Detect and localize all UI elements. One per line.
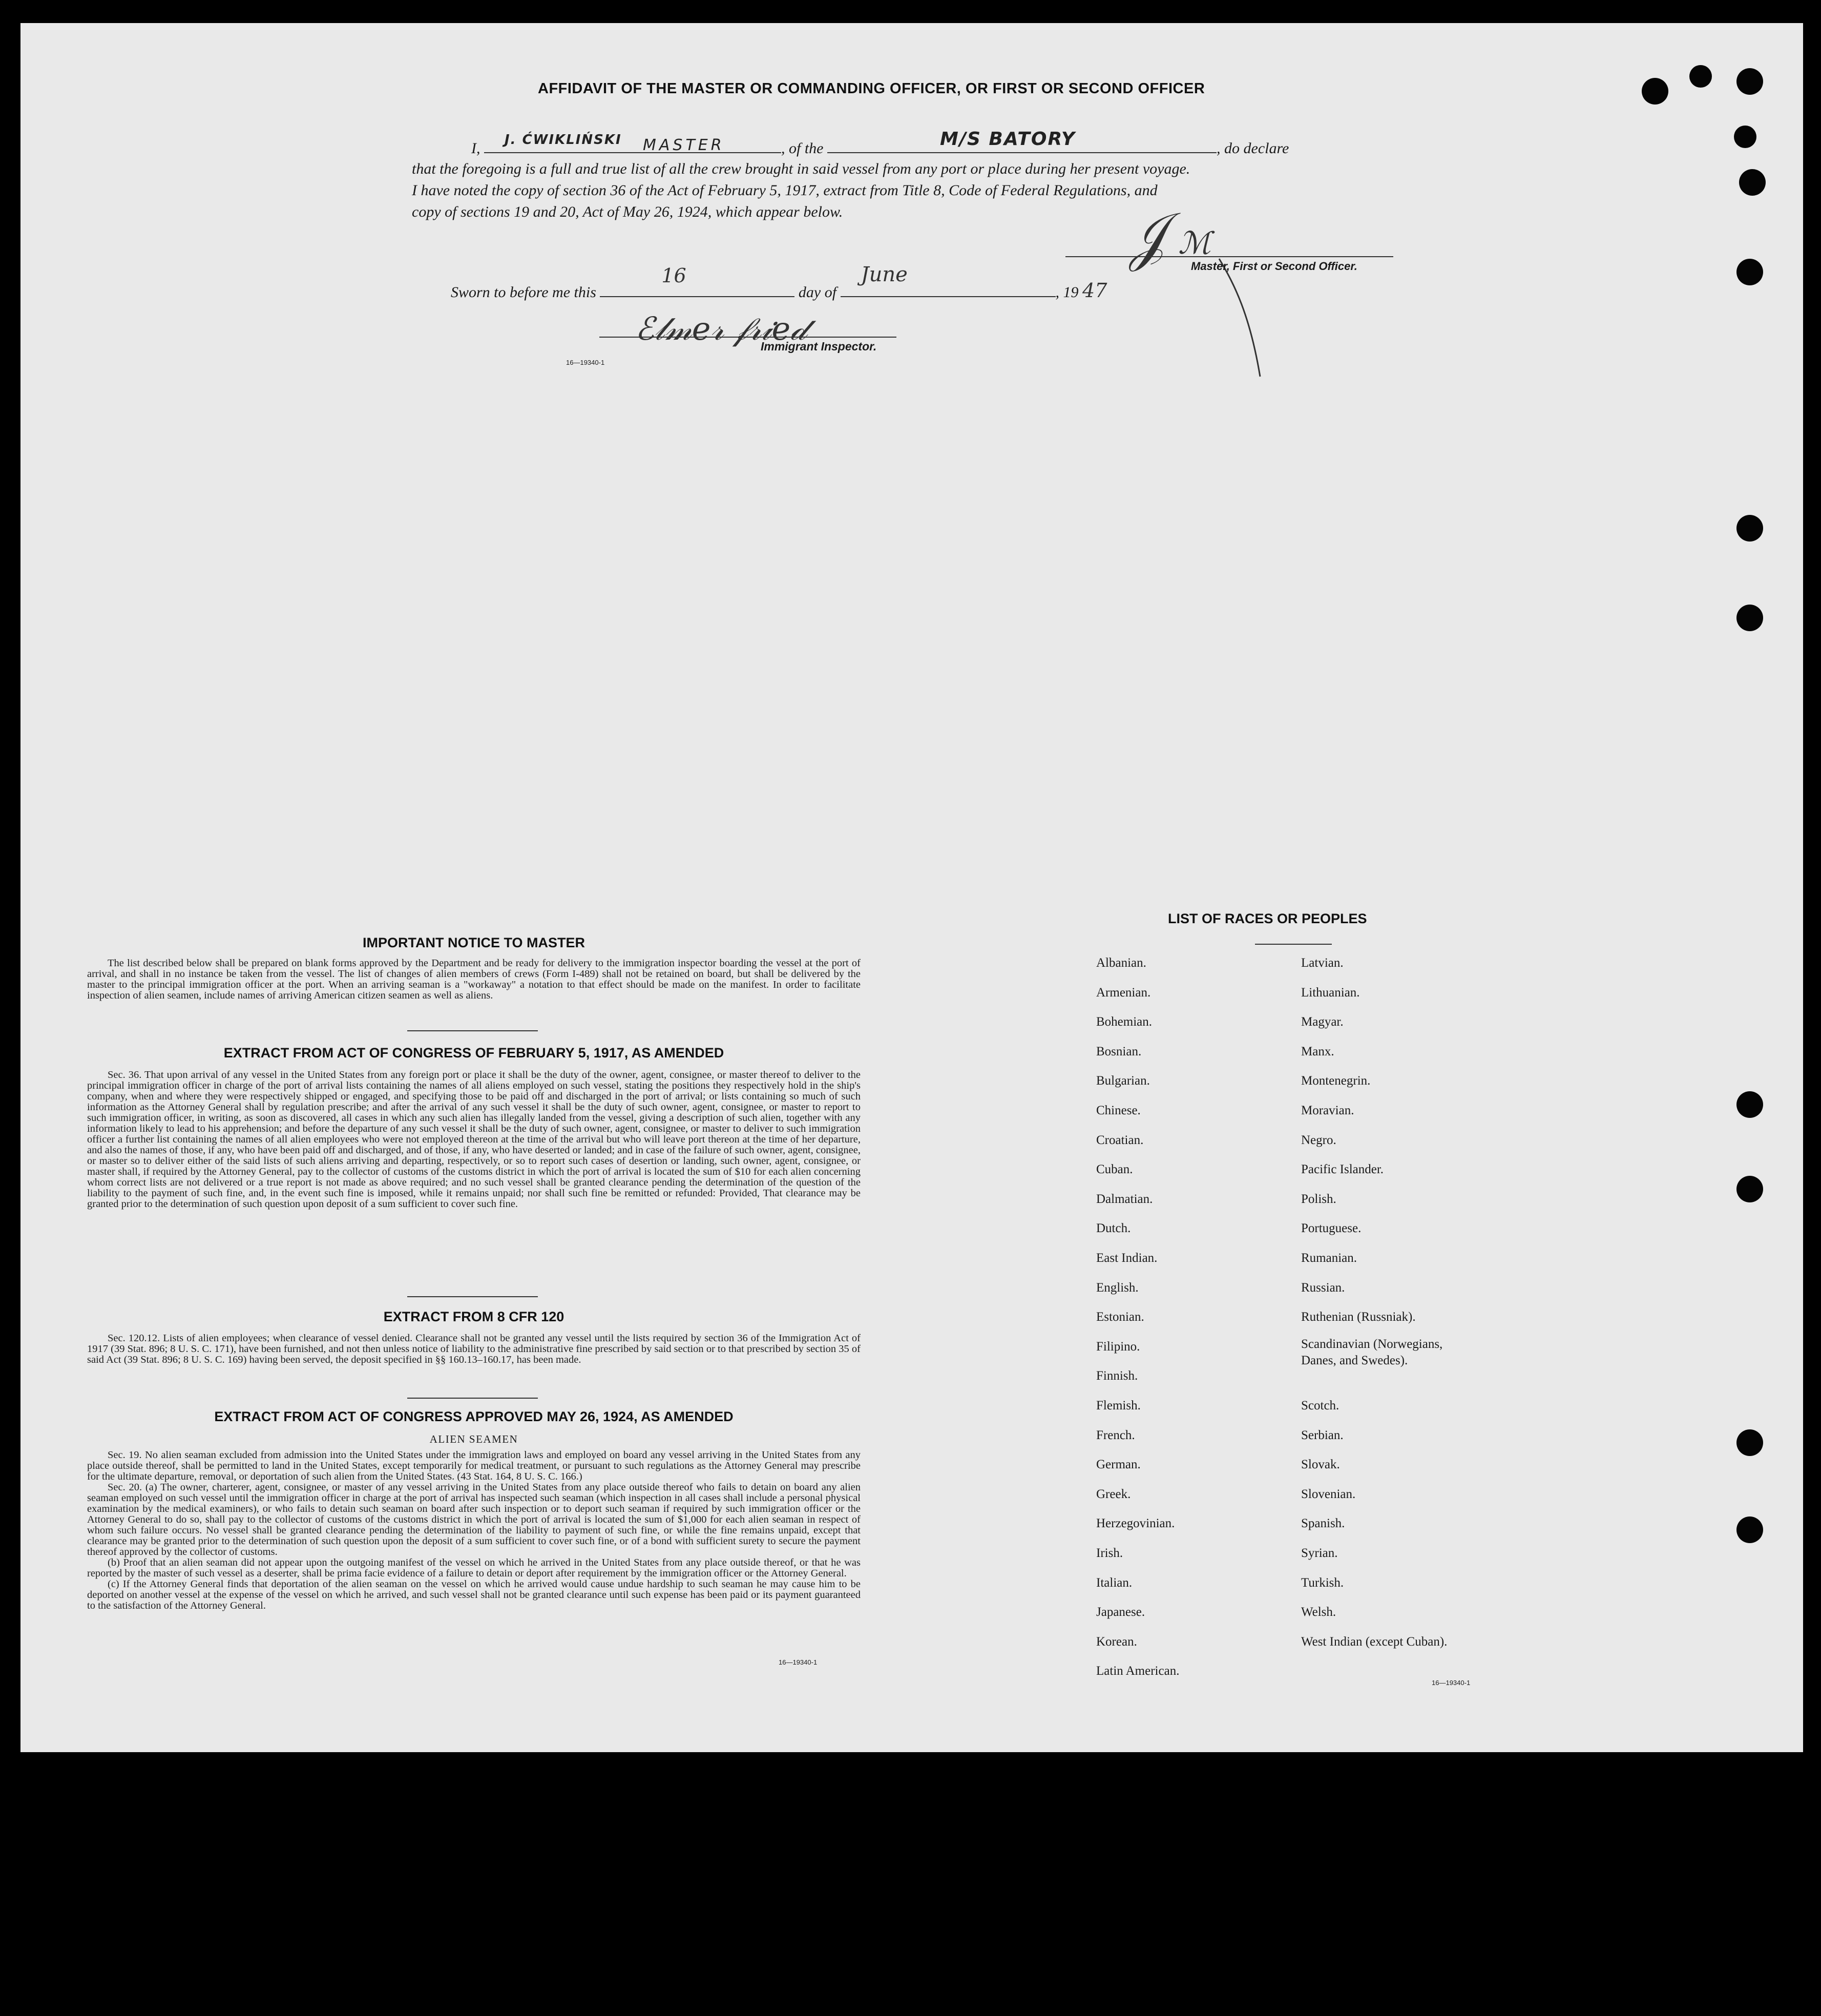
affidavit-line-3: I have noted the copy of section 36 of the Act of February 5, 1917, extract from Title 8, Code of Federal Regulations, and [412, 182, 1158, 199]
punch-hole [1736, 68, 1763, 95]
race-item: Greek. [1096, 1487, 1131, 1501]
race-item: Russian. [1301, 1280, 1345, 1295]
vessel-handwritten: M/S BATORY [940, 129, 1076, 150]
race-item: Estonian. [1096, 1310, 1144, 1324]
affidavit-line-2: that the foregoing is a full and true list of all the crew brought in said vessel from any port or place during her present voyage. [412, 160, 1190, 177]
race-item: Japanese. [1096, 1605, 1145, 1619]
race-item: Slovenian. [1301, 1487, 1356, 1501]
race-item: Bohemian. [1096, 1015, 1153, 1029]
vessel-field [827, 129, 1217, 153]
race-item: Polish. [1301, 1192, 1336, 1206]
section-20c-paragraph: (c) If the Attorney General finds that deportation of the alien seaman on the vessel on which he arrived would cause undue hardship to such seaman he may cause him to be deported on another vessel at the expense of the vessel on which he arrived, and such vessel shall not be granted clearance until such expense has been paid or its payment guaranteed to the satisfaction of the Attorney General. [87, 1578, 861, 1611]
master-label: Master, First or Second Officer. [1191, 260, 1357, 273]
affidavit-title: AFFIDAVIT OF THE MASTER OR COMMANDING OFFICER, OR FIRST OR SECOND OFFICER [538, 80, 1205, 97]
race-item: Scotch. [1301, 1399, 1339, 1412]
section-36-paragraph: Sec. 36. That upon arrival of any vessel in the United States from any foreign port or place it shall be the duty of the owner, agent, consignee, or master thereof to deliver to the principal immigration officer in charge of the port of arrival lists containing the names of all aliens employed on such vessel, stating the positions they respectively hold in the ship's company, when and where they were respectively shipped or engaged, and specifying those to be paid off and discharged in the port of arrival; or lists containing so much of such information as the Attorney General shall by regulation prescribe; and after the arrival of any such vessel it shall be the duty of such owner, agent, consignee, or master to report to such immigration officer, in writing, as soon as discovered, all cases in which any such alien has illegally landed from the vessel, giving a description of such alien, together with any information likely to lead to his apprehension; and before the departure of any such vessel it shall be the duty of such owner, agent, consignee, or master to deliver to such immigration officer a further list containing the names of all alien employees who were not employed thereon at the time of the arrival but who will leave port thereon at the time of her departure, and also the names of those, if any, who have been paid off and discharged, and of those, if any, who have deserted or landed; and in case of the failure of such owner, agent, consignee, or master so to deliver either of the said lists of such aliens arriving and departing, respectively, or so to report such cases of desertion or landing, such owner, agent, consignee, or master shall, if required by the Attorney General, pay to the collector of customs of the customs district in which the port of arrival is located the sum of $10 for each alien concerning whom correct lists are not delivered or a true report is not made as above required; and no such vessel shall be granted clearance pending the determination of the question of the liability to the payment of such fine, and, in the event such fine is imposed, while it remains unpaid; nor shall such fine be remitted or refunded: Provided, That clearance may be granted prior to the determination of such question upon deposit of a sum sufficient to cover such fine. [87, 1069, 861, 1210]
race-item: Bulgarian. [1096, 1074, 1150, 1088]
do-declare-label: , do declare [1217, 140, 1289, 157]
day-handwritten: 16 [661, 264, 686, 287]
extract-cfr-text [87, 1333, 861, 1365]
day-of-label: day of [798, 284, 837, 301]
race-item: Ruthenian (Russniak). [1301, 1310, 1416, 1324]
punch-hole [1736, 515, 1763, 542]
year-prefix-label: , 19 [1055, 284, 1079, 301]
race-item: Armenian. [1096, 985, 1151, 1000]
punch-hole [1642, 78, 1668, 105]
races-divider [1255, 944, 1332, 945]
race-item: French. [1096, 1428, 1135, 1442]
name-field [484, 132, 781, 154]
race-item: Portuguese. [1301, 1221, 1362, 1236]
extract-1917-title: EXTRACT FROM ACT OF CONGRESS OF FEBRUARY 5, 1917, AS AMENDED [223, 1045, 724, 1061]
month-field [841, 263, 1056, 297]
notice-paragraph: The list described below shall be prepared on blank forms approved by the Department and be ready for delivery to the immigration inspector boarding the vessel at the port of arrival, and shall in no instance be taken from the vessel. The list of changes of alien members of crews (Form I-489) shall not be retained on board, but shall be delivered by the master to the principal immigration officer at the port. When an arriving seaman is a "workaway" a notation to that effect should be made on the manifest. In order to facilitate inspection of alien seamen, include names of arriving American citizen seamen as well as aliens. [87, 958, 861, 1001]
race-item: Lithuanian. [1301, 985, 1360, 1000]
race-item: Latin American. [1096, 1664, 1180, 1678]
notice-text [87, 958, 861, 1001]
extract-1917-divider [407, 1296, 538, 1297]
rank-handwritten: MASTER [643, 136, 725, 154]
month-handwritten: June [861, 263, 908, 286]
race-item: West Indian (except Cuban). [1301, 1634, 1448, 1649]
race-item: Pacific Islander. [1301, 1162, 1384, 1177]
affidavit-line-4: copy of sections 19 and 20, Act of May 26, 1924, which appear below. [412, 203, 843, 220]
sworn-line [451, 263, 1107, 303]
punch-hole [1736, 259, 1763, 285]
race-item: Chinese. [1096, 1104, 1141, 1117]
race-item: Dalmatian. [1096, 1192, 1153, 1206]
race-item: German. [1096, 1458, 1141, 1472]
race-item: Magyar. [1301, 1015, 1344, 1029]
extract-1917-text [87, 1070, 861, 1210]
race-item: Turkish. [1301, 1575, 1344, 1590]
name-handwritten: J. ĆWIKLIŃSKI [505, 132, 622, 148]
race-item: Montenegrin. [1301, 1074, 1371, 1088]
race-item: Manx. [1301, 1044, 1334, 1058]
alien-seamen-subtitle: ALIEN SEAMEN [429, 1433, 518, 1445]
race-item: Moravian. [1301, 1104, 1354, 1117]
race-item: Italian. [1096, 1575, 1133, 1590]
document-page [20, 23, 1803, 1752]
extract-cfr-divider [407, 1398, 538, 1399]
of-the-label: , of the [781, 140, 824, 157]
section-20a-paragraph: Sec. 20. (a) The owner, charterer, agent, consignee, or master of any vessel arriving in the United States from any place outside thereof who fails to detain on board any alien seaman employed on such vessel until the immigration officer in charge at the port of arrival has inspected such seaman (which inspection in all cases shall include a personal physical examination by the medical examiners), or who fails to detain such seaman on board after such inspection or to deport such seaman if required by such immigration officer or the Attorney General to do so, shall pay to the collector of customs of the customs district in which the port of arrival is located the sum of $1,000 for each alien seaman in respect of whom such failure occurs. No vessel shall be granted clearance pending the determination of the liability to payment of such fine, or while the fine remains unpaid, except that clearance may be granted prior to the determination of such question upon the deposit of a sum sufficient to cover such fine, or of a bond with sufficient surety to secure the payment thereof approved by the collector of customs. [87, 1482, 861, 1557]
notice-title: IMPORTANT NOTICE TO MASTER [363, 935, 585, 950]
master-signature: 𝒥 [1122, 202, 1170, 273]
notice-divider [407, 1030, 538, 1031]
punch-hole [1736, 1516, 1763, 1543]
race-item: Bosnian. [1096, 1044, 1142, 1058]
affidavit-form-number: 16—19340-1 [566, 359, 605, 366]
race-item: Cuban. [1096, 1162, 1133, 1177]
i-label: I, [471, 140, 480, 157]
race-item: Croatian. [1096, 1133, 1144, 1147]
punch-hole [1689, 65, 1712, 88]
master-signature-tail: ℳ [1178, 225, 1211, 261]
race-item: Finnish. [1096, 1369, 1138, 1383]
year-handwritten: 47 [1082, 279, 1107, 302]
race-item: Serbian. [1301, 1428, 1344, 1442]
race-item: Slovak. [1301, 1458, 1340, 1472]
race-item: Negro. [1301, 1133, 1336, 1147]
extract-cfr-title: EXTRACT FROM 8 CFR 120 [383, 1309, 564, 1324]
race-item: Herzegovinian. [1096, 1516, 1175, 1531]
race-item: Korean. [1096, 1634, 1137, 1649]
inspector-label: Immigrant Inspector. [761, 340, 877, 353]
race-item: Irish. [1096, 1546, 1123, 1560]
extract-form-number: 16—19340-1 [779, 1658, 818, 1666]
punch-hole [1739, 169, 1766, 196]
race-item: Welsh. [1301, 1605, 1336, 1619]
punch-hole [1736, 1091, 1763, 1118]
punch-hole [1736, 1176, 1763, 1202]
race-item: Danes, and Swedes). [1301, 1353, 1408, 1367]
punch-hole [1736, 1429, 1763, 1456]
race-item: Spanish. [1301, 1516, 1345, 1531]
race-item: Flemish. [1096, 1399, 1141, 1412]
section-20b-paragraph: (b) Proof that an alien seaman did not appear upon the outgoing manifest of the vessel on which he arrived in the United States from any place outside thereof, or that he was reported by the master of such vessel as a deserter, shall be prima facie evidence of a failure to detain or deport after requirement by the immigration officer or the Attorney General. [87, 1557, 861, 1579]
inspector-signature-line [599, 337, 896, 338]
day-field [600, 264, 794, 297]
inspector-signature: ℰ𝓁𝓂𝑒𝓇 𝒻𝓇𝒾𝑒𝒹 [635, 310, 807, 347]
section-120-paragraph: Sec. 120.12. Lists of alien employees; when clearance of vessel denied. Clearance shall not be granted any vessel until the lists required by section 36 of the Immigration Act of 1917 (39 Stat. 896; 8 U. S. C. 171), have been furnished, and not then unless notice of liability to the administrative fine prescribed by said section or to that prescribed by section 35 of said Act (39 Stat. 896; 8 U. S. C. 169) having been served, the deposit specified in §§ 160.13–160.17, has been made. [87, 1333, 861, 1365]
section-19-paragraph: Sec. 19. No alien seaman excluded from admission into the United States under the immigration laws and employed on board any vessel arriving in the United States from any place outside thereof, shall be permitted to land in the United States, except temporarily for medical treatment, or pursuant to such regulations as the Attorney General may prescribe for the ultimate departure, removal, or deportation of such alien from the United States. (43 Stat. 164, 8 U. S. C. 166.) [87, 1449, 861, 1482]
race-item: Syrian. [1301, 1546, 1338, 1560]
extract-1924-title: EXTRACT FROM ACT OF CONGRESS APPROVED MAY 26, 1924, AS AMENDED [214, 1409, 734, 1424]
races-form-number: 16—19340-1 [1432, 1679, 1471, 1687]
punch-hole [1734, 126, 1756, 148]
race-item: Albanian. [1096, 956, 1146, 970]
race-item: Dutch. [1096, 1221, 1131, 1236]
race-item: Latvian. [1301, 956, 1344, 970]
race-item: Rumanian. [1301, 1251, 1357, 1265]
race-item: English. [1096, 1280, 1139, 1295]
affidavit-declaration-line [471, 129, 1289, 159]
extract-1924-text [87, 1450, 861, 1611]
punch-hole [1736, 605, 1763, 631]
race-item: Filipino. [1096, 1339, 1140, 1354]
race-item: East Indian. [1096, 1251, 1158, 1265]
race-item: Scandinavian (Norwegians, [1301, 1337, 1443, 1351]
sworn-label: Sworn to before me this [451, 284, 596, 301]
races-title: LIST OF RACES OR PEOPLES [1168, 911, 1367, 926]
